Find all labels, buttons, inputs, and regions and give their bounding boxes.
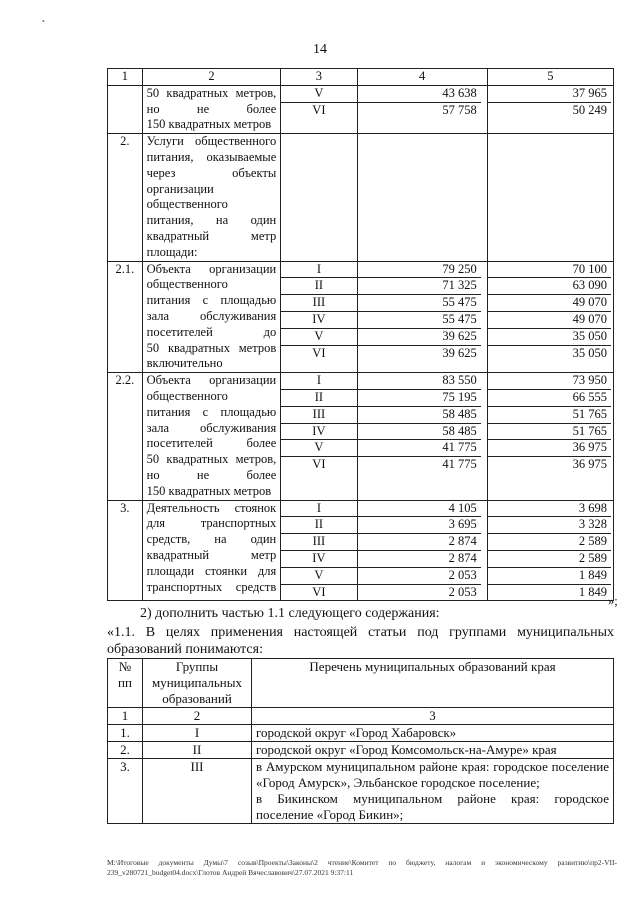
table-row <box>108 85 614 133</box>
group-cell: III <box>281 295 356 312</box>
group-column <box>281 261 357 373</box>
group-cell: IV <box>281 424 356 441</box>
desc-line: общественного <box>146 277 228 292</box>
value-cell: 41 775 <box>442 457 477 472</box>
value-cell: 1 849 <box>578 584 607 599</box>
desc-line: но не более <box>146 467 277 482</box>
group-column <box>281 85 357 133</box>
value-cell: 2 874 <box>358 534 481 551</box>
clause-paragraph: «1.1. В целях применения настоящей статьи под группами муниципальных <box>107 625 614 640</box>
group-cell: II <box>281 517 356 534</box>
table-row <box>108 134 614 261</box>
desc-line: посетителей более <box>146 436 277 451</box>
group-cell: VI <box>312 345 326 360</box>
row-number <box>108 85 143 133</box>
table-header-row <box>108 69 614 86</box>
header-cell: 1 <box>108 69 143 86</box>
value-cell: 73 950 <box>488 373 611 390</box>
value-cell: 39 625 <box>358 329 481 346</box>
footer-line: 239_v280721_budget04.docx\Глотов Андрей Вячеславович\27.07.2021 9:37:11 <box>107 868 354 877</box>
value-cell: 55 475 <box>358 312 481 329</box>
header-cell: 4 <box>357 69 487 86</box>
desc-line: включительно <box>146 356 223 371</box>
index-cell: 2 <box>143 708 252 725</box>
groups-table <box>107 658 614 824</box>
group-cell: I <box>281 262 356 279</box>
row-description <box>142 134 281 261</box>
value-cell: 41 775 <box>358 440 481 457</box>
value-column-5 <box>487 261 613 373</box>
group-cell: V <box>281 86 356 103</box>
header-cell: Группы муниципальных образований <box>143 659 252 708</box>
group-cell: II <box>281 278 356 295</box>
group-column <box>281 373 357 500</box>
desc-line: 150 квадратных метров <box>146 483 272 498</box>
value-cell: 83 550 <box>358 373 481 390</box>
table-row <box>108 261 614 373</box>
value-cell: 43 638 <box>358 86 481 103</box>
value-cell: 4 105 <box>358 501 481 518</box>
value-cell: 2 589 <box>488 534 611 551</box>
index-cell: 3 <box>252 708 614 725</box>
header-cell: 2 <box>142 69 281 86</box>
group-cell: VI <box>312 457 326 472</box>
desc-line: зала обслуживания <box>146 308 277 323</box>
desc-line: общественного <box>146 197 228 212</box>
value-column-4 <box>357 373 487 500</box>
table-row <box>108 725 614 742</box>
row-description <box>142 500 281 601</box>
group-cell: IV <box>281 312 356 329</box>
group-cell: VI <box>312 584 326 599</box>
municipality-list-part: в Амурском муниципальном районе края: городское поселение «Город Амурск», Эльбанское городское поселение; <box>256 759 609 790</box>
index-cell: 1 <box>108 708 143 725</box>
value-cell: 57 758 <box>442 102 477 117</box>
desc-line: организации <box>146 181 214 196</box>
value-cell: 37 965 <box>488 86 611 103</box>
value-cell: 36 975 <box>488 440 611 457</box>
row-number: 3. <box>108 500 143 601</box>
table-row <box>108 500 614 601</box>
municipality-list-part: в Бикинском муниципальном районе края: городское поселение «Город Бикин»; <box>256 791 609 822</box>
value-column-5 <box>487 85 613 133</box>
value-cell: 39 625 <box>442 345 477 360</box>
row-description <box>142 373 281 500</box>
value-column-4 <box>357 134 487 261</box>
group-cell: III <box>143 759 252 824</box>
group-cell: I <box>143 725 252 742</box>
value-cell: 66 555 <box>488 390 611 407</box>
value-cell: 55 475 <box>358 295 481 312</box>
group-cell: V <box>281 568 356 585</box>
desc-line: Объекта организации <box>146 373 277 388</box>
header-cell: Перечень муниципальных образований края <box>252 659 614 708</box>
value-column-5 <box>487 500 613 601</box>
desc-line: квадратный метр <box>146 228 277 243</box>
desc-line: питания с площадью <box>146 404 277 419</box>
footer-line: М:\Итоговые документы Думы\7 созыв\Проекты\Законы\2 чтение\Комитет по бюджету, налогам и экономическому развитию\пр2-VII- <box>107 858 617 867</box>
closing-quote: »; <box>608 594 618 608</box>
group-column <box>281 500 357 601</box>
value-cell: 2 874 <box>358 551 481 568</box>
group-cell: IV <box>281 551 356 568</box>
value-cell: 79 250 <box>358 262 481 279</box>
table-row <box>108 373 614 500</box>
desc-line: Деятельность стоянок <box>146 500 277 515</box>
desc-line: Объекта организации <box>146 261 277 276</box>
row-number: 2. <box>108 742 143 759</box>
value-cell: 3 695 <box>358 517 481 534</box>
group-cell: II <box>143 742 252 759</box>
value-cell: 63 090 <box>488 278 611 295</box>
value-column-4 <box>357 261 487 373</box>
desc-line: но не более <box>146 101 277 116</box>
value-cell: 1 849 <box>488 568 611 585</box>
scan-mark: • <box>42 17 45 26</box>
desc-line: средств, на один <box>146 532 277 547</box>
value-cell: 35 050 <box>572 345 607 360</box>
desc-line: 50 квадратных метров, <box>146 85 277 100</box>
desc-line: 150 квадратных метров <box>146 117 272 132</box>
table-index-row <box>108 708 614 725</box>
header-cell: 3 <box>281 69 357 86</box>
rates-table <box>107 68 614 601</box>
row-description <box>142 85 281 133</box>
group-column <box>281 134 357 261</box>
value-cell: 49 070 <box>488 312 611 329</box>
header-cell: № пп <box>108 659 143 708</box>
value-cell: 2 053 <box>448 584 477 599</box>
header-cell: 5 <box>487 69 613 86</box>
value-cell: 58 485 <box>358 407 481 424</box>
value-column-5 <box>487 134 613 261</box>
value-cell: 36 975 <box>572 457 607 472</box>
desc-line: через объекты <box>146 165 277 180</box>
page-number: 14 <box>313 42 327 57</box>
desc-line: 50 квадратных метров <box>146 340 277 355</box>
desc-line: зала обслуживания <box>146 420 277 435</box>
group-cell: I <box>281 373 356 390</box>
value-cell: 51 765 <box>488 407 611 424</box>
value-cell: 3 328 <box>488 517 611 534</box>
group-cell: III <box>281 534 356 551</box>
value-cell: 2 589 <box>488 551 611 568</box>
desc-line: питания с площадью <box>146 293 277 308</box>
file-path-footer <box>107 858 617 878</box>
desc-line: транспортных средств <box>146 579 277 594</box>
group-cell: II <box>281 390 356 407</box>
table-row <box>108 759 614 824</box>
row-number: 2. <box>108 134 143 261</box>
row-number: 1. <box>108 725 143 742</box>
desc-line: 50 квадратных метров, <box>146 452 277 467</box>
value-cell: 51 765 <box>488 424 611 441</box>
group-cell: V <box>281 329 356 346</box>
desc-line: посетителей до <box>146 324 277 339</box>
value-column-5 <box>487 373 613 500</box>
value-cell: 75 195 <box>358 390 481 407</box>
clause-paragraph-cont: образований понимаются: <box>107 642 263 657</box>
desc-line: для транспортных <box>146 516 277 531</box>
value-cell: 50 249 <box>572 102 607 117</box>
desc-line: общественного <box>146 388 228 403</box>
value-column-4 <box>357 500 487 601</box>
desc-line: площади стоянки для <box>146 563 277 578</box>
value-cell: 70 100 <box>488 262 611 279</box>
desc-line: питания, на один <box>146 213 277 228</box>
value-cell: 71 325 <box>358 278 481 295</box>
table-row <box>108 742 614 759</box>
value-cell: 3 698 <box>488 501 611 518</box>
value-cell: 35 050 <box>488 329 611 346</box>
value-column-4 <box>357 85 487 133</box>
municipality-list <box>252 759 614 824</box>
value-cell: 49 070 <box>488 295 611 312</box>
value-cell: 2 053 <box>358 568 481 585</box>
group-cell: I <box>281 501 356 518</box>
row-number: 2.1. <box>108 261 143 373</box>
table-header-row <box>108 659 614 708</box>
row-description <box>142 261 281 373</box>
desc-line: питания, оказываемые <box>146 149 277 164</box>
row-number: 2.2. <box>108 373 143 500</box>
group-cell: V <box>281 440 356 457</box>
municipality-list: городской округ «Город Комсомольск-на-Амуре» края <box>252 742 614 759</box>
group-cell: III <box>281 407 356 424</box>
desc-line: Услуги общественного <box>146 134 277 149</box>
desc-line: квадратный метр <box>146 547 277 562</box>
municipality-list: городской округ «Город Хабаровск» <box>252 725 614 742</box>
group-cell: VI <box>312 102 326 117</box>
desc-line: площади: <box>146 244 198 259</box>
row-number: 3. <box>108 759 143 824</box>
amendment-paragraph: 2) дополнить частью 1.1 следующего содержания: <box>140 606 440 621</box>
value-cell: 58 485 <box>358 424 481 441</box>
